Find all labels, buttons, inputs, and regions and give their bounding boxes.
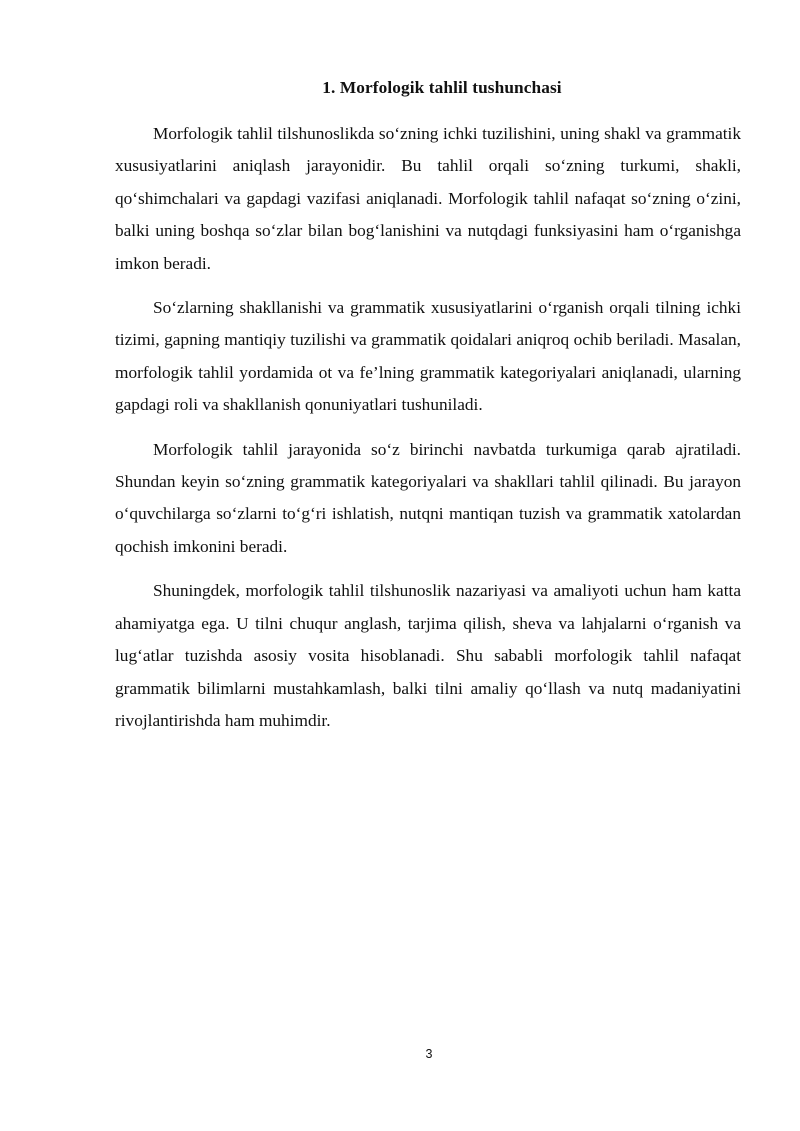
- page-number: 3: [425, 1047, 433, 1061]
- body-text: [115, 118, 741, 749]
- paragraph: So‘zlarning shakllanishi va grammatik xususiyatlarini o‘rganish orqali tilning ichki tizimi, gapning mantiqiy tuzilishi va grammatik qoidalari aniqroq ochib beriladi. Masalan, morfologik tahlil yordamida ot va fe’lning grammatik kategoriyalari aniqlanadi, ularning gapdagi roli va shakllanish qonuniyatlari tushuniladi.: [115, 298, 741, 415]
- paragraph: Morfologik tahlil jarayonida so‘z birinchi navbatda turkumiga qarab ajratiladi. Shundan keyin so‘zning grammatik kategoriyalari va shakllari tahlil qilinadi. Bu jarayon o‘quvchilarga so‘zlarni to‘g‘ri ishlatish, nutqni mantiqan tuzish va grammatik xatolardan qochish imkonini beradi.: [115, 439, 741, 556]
- paragraph: Morfologik tahlil tilshunoslikda so‘zning ichki tuzilishini, uning shakl va grammatik xususiyatlarini aniqlash jarayonidir. Bu tahlil orqali so‘zning turkumi, shakli, qo‘shimchalari va gapdagi vazifasi aniqlanadi. Morfologik tahlil nafaqat so‘zning o‘zini, balki uning boshqa so‘zlar bilan bog‘lanishini va nutqdagi funksiyasini ham o‘rganishga imkon beradi.: [115, 124, 741, 273]
- paragraph: Shuningdek, morfologik tahlil tilshunoslik nazariyasi va amaliyoti uchun ham katta ahamiyatga ega. U tilni chuqur anglash, tarjima qilish, sheva va lahjalarni o‘rganish va lug‘atlar tuzishda asosiy vosita hisoblanadi. Shu sababli morfologik tahlil nafaqat grammatik bilimlarni mustahkamlash, balki tilni amaliy qo‘llash va nutq madaniyatini rivojlantirishda ham muhimdir.: [115, 581, 741, 730]
- section-heading: 1. Morfologik tahlil tushunchasi: [322, 78, 562, 97]
